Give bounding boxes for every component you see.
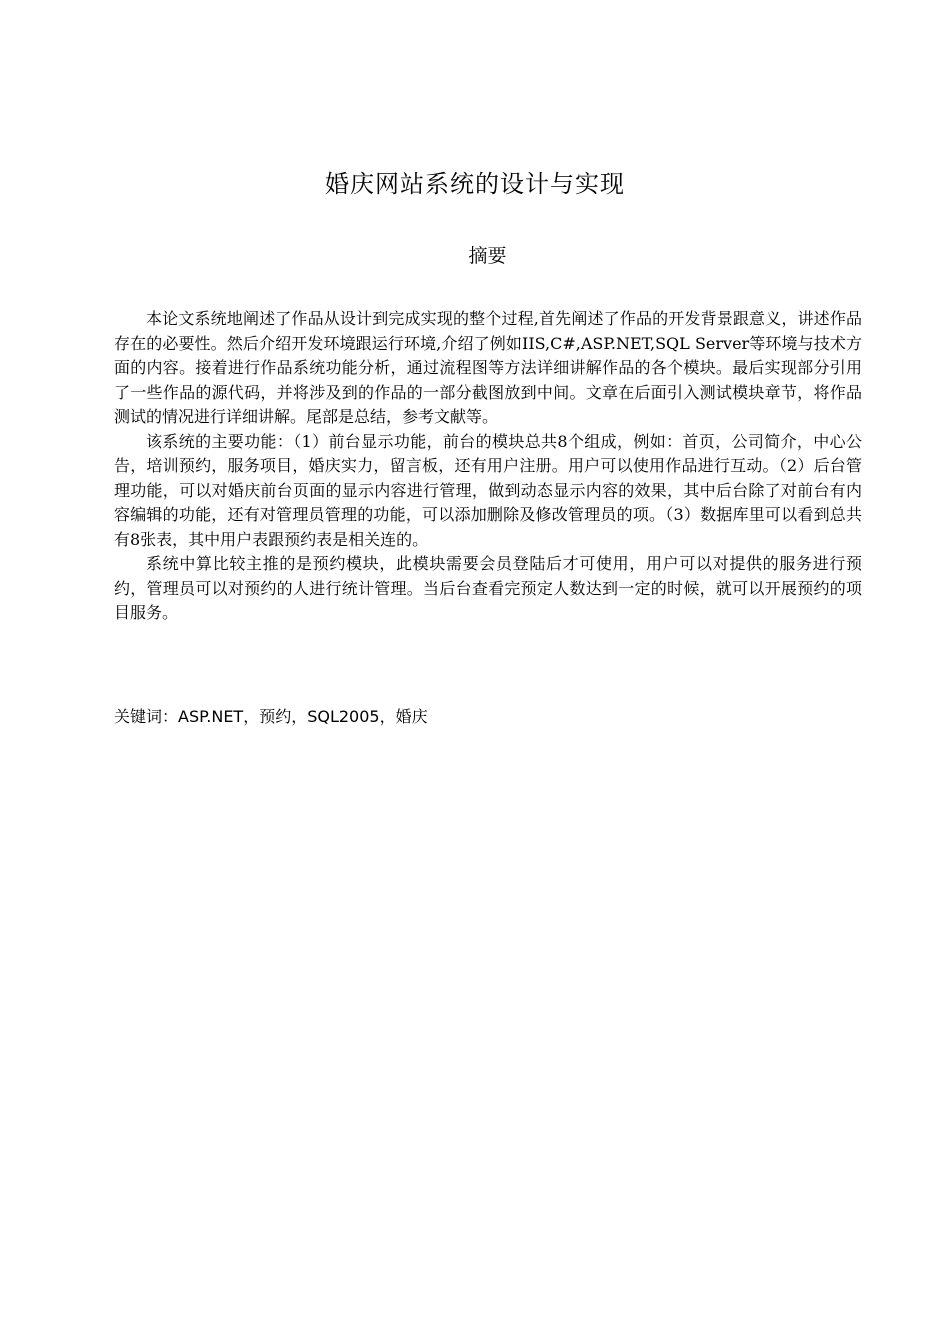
abstract-body <box>114 307 862 626</box>
abstract-heading: 摘要 <box>468 245 507 267</box>
abstract-paragraph: 系统中算比较主推的是预约模块，此模块需要会员登陆后才可使用，用户可以对提供的服务进行预约，管理员可以对预约的人进行统计管理。当后台查看完预定人数达到一定的时候，就可以开展预约的项目服务。 <box>114 554 862 622</box>
document-title: 婚庆网站系统的设计与实现 <box>325 170 625 198</box>
keywords-line: 关键词：ASP.NET，预约，SQL2005，婚庆 <box>114 707 428 726</box>
abstract-paragraph: 本论文系统地阐述了作品从设计到完成实现的整个过程,首先阐述了作品的开发背景跟意义，讲述作品存在的必要性。然后介绍开发环境跟运行环境,介绍了例如IIS,C#,ASP.NET,SQL Server等环境与技术方面的内容。接着进行作品系统功能分析，通过流程图等方法详细讲解作品的各个模块。最后实现部分引用了一些作品的源代码，并将涉及到的作品的一部分截图放到中间。文章在后面引入测试模块章节，将作品测试的情况进行详细讲解。尾部是总结，参考文献等。 <box>114 309 862 426</box>
abstract-paragraph: 该系统的主要功能：（1）前台显示功能，前台的模块总共8个组成，例如：首页，公司简介，中心公告，培训预约，服务项目，婚庆实力，留言板，还有用户注册。用户可以使用作品进行互动。（2）后台管理功能，可以对婚庆前台页面的显示内容进行管理，做到动态显示内容的效果，其中后台除了对前台有内容编辑的功能，还有对管理员管理的功能，可以添加删除及修改管理员的项。（3）数据库里可以看到总共有8张表，其中用户表跟预约表是相关连的。 <box>114 431 862 549</box>
